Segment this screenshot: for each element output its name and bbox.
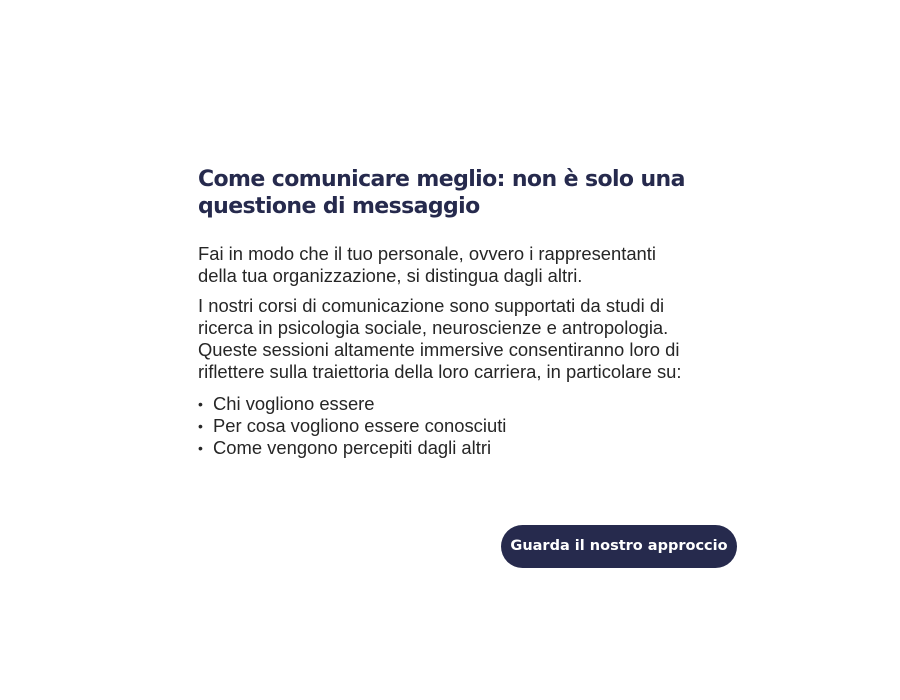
approach-button[interactable]: Guarda il nostro approccio (501, 525, 737, 568)
list-item (198, 437, 698, 459)
list-item (198, 415, 698, 437)
list-item-text: Chi vogliono essere (213, 393, 375, 414)
bullet-icon: • (198, 396, 203, 412)
list-item (198, 393, 698, 415)
bullet-icon: • (198, 440, 203, 456)
content-section (198, 166, 698, 459)
description-paragraph: I nostri corsi di comunicazione sono supportati da studi di ricerca in psicologia sociale, neuroscienze e antropologia. Queste sessioni altamente immersive consentiranno loro di riflettere sulla traiettoria della loro carriera, in particolare su: (198, 295, 682, 382)
intro-paragraph: Fai in modo che il tuo personale, ovvero i rappresentanti della tua organizzazione, si distingua dagli altri. (198, 243, 656, 286)
section-title: Come comunicare meglio: non è solo una questione di messaggio (198, 167, 685, 219)
bullet-icon: • (198, 418, 203, 434)
topics-list (198, 393, 698, 459)
list-item-text: Per cosa vogliono essere conosciuti (213, 415, 507, 436)
list-item-text: Come vengono percepiti dagli altri (213, 437, 492, 458)
